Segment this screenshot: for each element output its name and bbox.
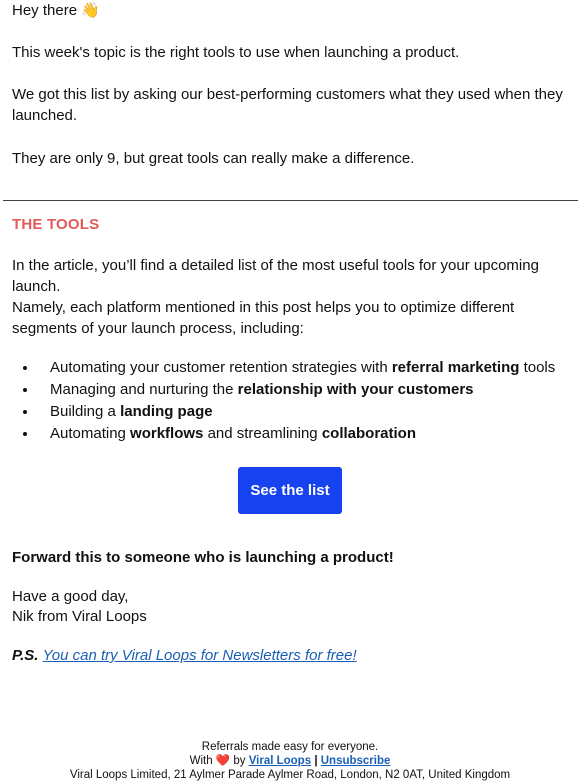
viral-loops-link[interactable]: Viral Loops [248, 755, 312, 767]
heart-icon: ❤️ [215, 755, 231, 767]
intro-count: They are only 9, but great tools can really make a difference. [12, 150, 415, 167]
tools-list [12, 357, 555, 445]
see-the-list-button[interactable]: See the list [238, 467, 342, 514]
signoff-name: Nik from Viral Loops [12, 608, 147, 625]
list-item-text: tools [519, 359, 556, 376]
list-item-bold: collaboration [321, 425, 416, 442]
section-title: THE TOOLS [12, 216, 100, 233]
list-item [38, 401, 555, 423]
list-item-text: Automating your customer retention strategies with [50, 359, 392, 376]
ps-line [12, 645, 568, 666]
list-item-text: Managing and nurturing the [50, 381, 238, 398]
list-item-text: and streamlining [203, 425, 322, 442]
list-item-bold: workflows [130, 425, 204, 442]
intro-topic: This week's topic is the right tools to use when launching a product. [12, 44, 460, 61]
list-item-bold: landing page [120, 403, 213, 420]
signoff-greeting: Have a good day, [12, 588, 129, 605]
tools-namely: Namely, each platform mentioned in this post helps you to optimize different segments of your launch process, including: [12, 299, 515, 337]
greeting-text: Hey there [12, 2, 78, 19]
list-item-text: Automating [50, 425, 131, 442]
footer-separator: | [314, 755, 318, 767]
forward-note: Forward this to someone who is launching a product! [12, 549, 394, 566]
footer-with: With [189, 755, 213, 767]
footer-address: Viral Loops Limited, 21 Aylmer Parade Aylmer Road, London, N2 0AT, United Kingdom [69, 769, 511, 781]
list-item-text: Building a [50, 403, 121, 420]
list-item [38, 379, 555, 401]
list-item-bold: relationship with your customers [237, 381, 474, 398]
ps-label: P.S. [12, 647, 39, 664]
intro-source: We got this list by asking our best-performing customers what they used when they launched. [12, 86, 563, 124]
tools-lead: In the article, you’ll find a detailed list of the most useful tools for your upcoming launch. [12, 257, 539, 295]
section-divider [3, 200, 578, 201]
waving-hand-icon: 👋 [81, 2, 100, 19]
footer-by: by [233, 755, 246, 767]
list-item [38, 357, 555, 379]
unsubscribe-link[interactable]: Unsubscribe [320, 755, 391, 767]
list-item-bold: referral marketing [391, 359, 520, 376]
footer-tagline: Referrals made easy for everyone. [201, 741, 379, 753]
greeting [12, 0, 568, 21]
list-item [38, 423, 555, 445]
viral-loops-newsletters-link[interactable]: You can try Viral Loops for Newsletters for free! [42, 647, 357, 664]
footer-credits [0, 754, 580, 768]
